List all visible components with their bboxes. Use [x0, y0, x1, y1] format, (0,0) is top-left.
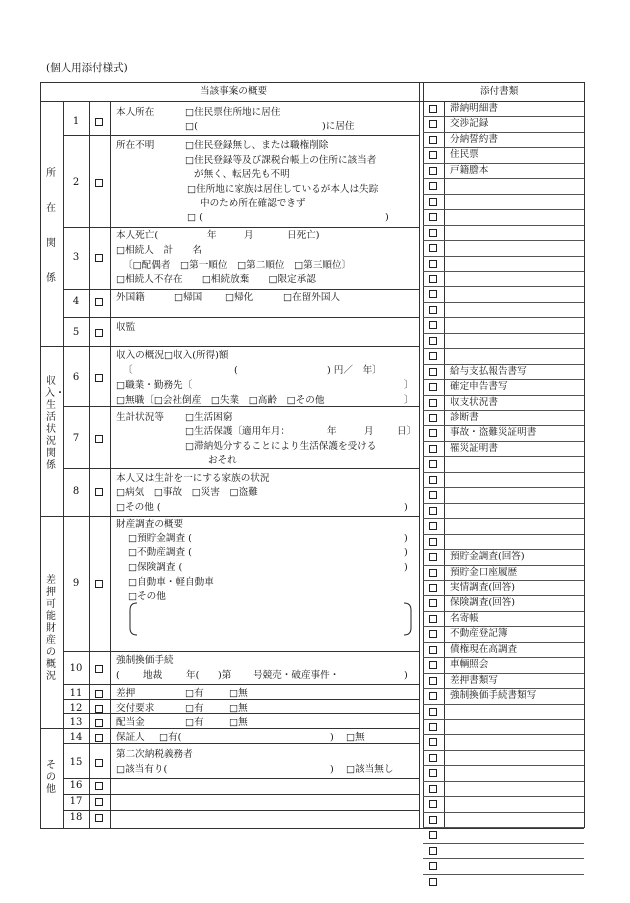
attachment-label: 強制換価手続書類写: [450, 690, 537, 702]
attachment-checkbox[interactable]: [429, 569, 437, 577]
row-number-11: 11: [69, 688, 83, 699]
r9-deposit: □預貯金調査 (: [128, 533, 192, 544]
row-checkbox-1[interactable]: [95, 118, 103, 126]
attachment-checkbox[interactable]: [429, 491, 437, 499]
r11-yes: □有: [185, 688, 204, 699]
r6-paren: (: [234, 365, 238, 376]
attachment-checkbox[interactable]: [429, 275, 437, 283]
attachment-separator: [423, 734, 584, 735]
attachment-checkbox[interactable]: [429, 538, 437, 546]
attachment-separator: [423, 750, 584, 751]
attachment-separator: [423, 410, 584, 411]
attachment-checkbox[interactable]: [429, 414, 437, 422]
r11-label: 差押: [116, 688, 136, 699]
section-sashiosae: 差押可能財産の概況: [46, 575, 56, 682]
r9-realestate: □不動産調査 (: [128, 547, 192, 558]
r7-label: 生計状況等: [116, 412, 164, 423]
attachment-separator: [423, 673, 584, 674]
attachment-checkbox[interactable]: [429, 244, 437, 252]
r14-yes-end: ): [330, 732, 334, 743]
attachment-checkbox[interactable]: [429, 337, 437, 345]
attachment-separator: [423, 240, 584, 241]
attachment-checkbox[interactable]: [429, 785, 437, 793]
attachment-separator: [423, 441, 584, 442]
row-number-17: 17: [69, 796, 83, 807]
attachment-label: 預貯金調査(回答): [450, 551, 525, 563]
r2-opt3: □住所地に家族は居住しているが本人は失踪: [187, 184, 379, 195]
section-shozai-3: 関: [46, 238, 56, 249]
attachment-separator: [423, 163, 584, 164]
r14-yes: □有(: [159, 732, 182, 743]
attachment-checkbox[interactable]: [429, 677, 437, 685]
row-checkbox-6[interactable]: [95, 374, 103, 382]
r10-court: 地裁: [143, 670, 163, 681]
attachment-checkbox[interactable]: [429, 738, 437, 746]
attachment-checkbox[interactable]: [429, 862, 437, 870]
r9-other: □その他: [128, 591, 166, 602]
attachment-separator: [423, 286, 584, 287]
row-separator: [63, 135, 419, 136]
r15-yes-end: ): [330, 764, 334, 775]
row-separator: [63, 227, 419, 228]
r8-other-end: ): [404, 502, 408, 513]
r4-label: 外国籍: [116, 292, 145, 303]
attachment-checkbox[interactable]: [429, 105, 437, 113]
attachment-checkbox[interactable]: [429, 476, 437, 484]
row-number-13: 13: [69, 717, 83, 728]
attachment-label: 確定申告書写: [450, 381, 508, 393]
row-checkbox-7[interactable]: [95, 435, 103, 443]
attachment-checkbox[interactable]: [429, 816, 437, 824]
r15-label: 第二次納税義務者: [116, 749, 193, 760]
attachment-separator: [423, 364, 584, 365]
row-checkbox-13[interactable]: [95, 719, 103, 727]
r3-year: 年: [207, 230, 217, 241]
attachment-separator: [423, 456, 584, 457]
attachment-checkbox[interactable]: [429, 584, 437, 592]
row-checkbox-12[interactable]: [95, 705, 103, 713]
r13-yes: □有: [185, 717, 204, 728]
attachment-separator: [423, 565, 584, 566]
row-number-4: 4: [72, 296, 80, 307]
r12-label: 交付要求: [116, 703, 155, 714]
r1-opt2: □(: [185, 121, 198, 132]
r7-year: 年: [327, 426, 337, 437]
r11-no: □無: [229, 688, 248, 699]
attachment-separator: [423, 704, 584, 705]
attachment-separator: [423, 178, 584, 179]
row-number-10: 10: [69, 663, 83, 674]
row-number-12: 12: [69, 703, 83, 714]
row-checkbox-8[interactable]: [95, 488, 103, 496]
attachment-checkbox[interactable]: [429, 136, 437, 144]
attachment-separator: [423, 611, 584, 612]
attachment-checkbox[interactable]: [429, 661, 437, 669]
attachment-separator: [423, 302, 584, 303]
attachment-checkbox[interactable]: [429, 831, 437, 839]
row-separator: [63, 651, 419, 652]
attachment-checkbox[interactable]: [429, 630, 437, 638]
attachment-separator: [423, 317, 584, 318]
r7-opt2: □生活保護〔適用年月：: [185, 426, 291, 437]
r9-deposit-end: ): [404, 533, 408, 544]
attachment-separator: [423, 487, 584, 488]
attachment-separator: [423, 874, 584, 875]
attachment-checkbox[interactable]: [429, 692, 437, 700]
attachment-checkbox[interactable]: [429, 120, 437, 128]
attachment-separator: [423, 719, 584, 720]
r1-label: 本人所在: [116, 107, 155, 118]
r14-no: □無: [346, 732, 365, 743]
r3-death: 本人死亡(: [116, 230, 159, 241]
r9-car: □自動車・軽自動車: [128, 577, 214, 588]
r10-end: ): [404, 670, 408, 681]
row-separator: [40, 516, 419, 517]
attachment-checkbox[interactable]: [429, 553, 437, 561]
attachment-separator: [423, 256, 584, 257]
r5-label: 収監: [116, 322, 136, 333]
attachment-separator: [423, 132, 584, 133]
row-checkbox-16[interactable]: [95, 782, 103, 790]
row-checkbox-2[interactable]: [95, 179, 103, 187]
attachment-separator: [423, 534, 584, 535]
row-number-14: 14: [69, 732, 83, 743]
r6-label: 収入の概況□収入(所得)額: [116, 350, 229, 361]
attachment-separator: [423, 116, 584, 117]
r12-no: □無: [229, 703, 248, 714]
attachment-separator: [423, 827, 584, 828]
r6-job: □職業・勤務先〔: [116, 380, 193, 391]
r3-day: 日死亡): [287, 230, 320, 241]
attachment-label: 交渉記録: [450, 118, 489, 130]
r1-opt2-end: )に居住: [322, 121, 355, 132]
r6-unemployed-end: 〕: [404, 395, 414, 406]
r7-opt3-b: おそれ: [208, 455, 237, 466]
attachment-separator: [423, 503, 584, 504]
attachment-checkbox[interactable]: [429, 847, 437, 855]
r9-insurance-end: ): [404, 562, 408, 573]
r2-opt2-b: が無く、転居先も不明: [194, 169, 290, 180]
attachment-checkbox[interactable]: [429, 507, 437, 515]
attachment-checkbox[interactable]: [429, 399, 437, 407]
attachment-label: 給与支払報告書写: [450, 365, 527, 377]
attachment-checkbox[interactable]: [429, 167, 437, 175]
r2-opt4: □ (: [187, 212, 203, 223]
attachment-label: 滞納明細書: [450, 103, 498, 114]
attachment-separator: [423, 194, 584, 195]
attachment-separator: [423, 549, 584, 550]
r10-paren: (: [116, 670, 120, 681]
row-checkbox-4[interactable]: [95, 298, 103, 306]
r8-other: □その他 (: [116, 502, 161, 513]
attachment-separator: [423, 225, 584, 226]
r1-opt1: □住民票住所地に居住: [185, 107, 281, 118]
attachment-checkbox[interactable]: [429, 321, 437, 329]
attachment-checkbox[interactable]: [429, 368, 437, 376]
attachment-separator: [423, 518, 584, 519]
attachment-checkbox[interactable]: [429, 708, 437, 716]
r3-heir-type: 〔□配偶者 □第一順位 □第二順位 □第三順位〕: [123, 260, 352, 271]
r7-opt3: □滞納処分することにより生活保護を受ける: [185, 441, 377, 452]
header-attachments: 添付書類: [480, 86, 519, 97]
r14-label: 保証人: [116, 732, 145, 743]
attachment-checkbox[interactable]: [429, 383, 437, 391]
r2-label: 所在不明: [116, 140, 155, 151]
row-checkbox-9[interactable]: [95, 580, 103, 588]
row-number-18: 18: [69, 812, 83, 823]
r3-heir-status: □相続人不存在 □相続放棄 □限定承認: [116, 274, 316, 285]
attachment-checkbox[interactable]: [429, 754, 437, 762]
r10-no: )第: [218, 670, 232, 681]
row-number-7: 7: [72, 433, 80, 444]
r4-opt1: □帰国: [174, 292, 203, 303]
r4-opt2: □帰化: [225, 292, 254, 303]
attachment-label: 預貯金口座履歴: [450, 566, 518, 578]
attachment-separator: [423, 765, 584, 766]
attachment-checkbox[interactable]: [429, 306, 437, 314]
attachment-label: 名寄帳: [450, 612, 479, 624]
attachment-separator: [423, 781, 584, 782]
r12-yes: □有: [185, 703, 204, 714]
attachment-label: 不動産登記簿: [450, 628, 508, 640]
attachment-checkbox[interactable]: [429, 800, 437, 808]
attachment-separator: [423, 796, 584, 797]
attachment-label: 住民票: [450, 149, 479, 161]
header-summary: 当該事案の概要: [200, 86, 268, 97]
row-checkbox-14[interactable]: [95, 734, 103, 742]
section-sonota: その他: [46, 760, 56, 795]
attachment-checkbox[interactable]: [429, 229, 437, 237]
attachment-separator: [423, 348, 584, 349]
row-number-2: 2: [72, 177, 80, 188]
attachment-checkbox[interactable]: [429, 352, 437, 360]
row-checkbox-17[interactable]: [95, 798, 103, 806]
r2-opt3-b: 中のため所在確認できず: [200, 198, 306, 209]
attachment-label: 罹災証明書: [450, 442, 498, 454]
attachment-checkbox[interactable]: [429, 260, 437, 268]
attachment-checkbox[interactable]: [429, 213, 437, 221]
r10-label: 強制換価手続: [116, 655, 174, 666]
r7-opt1: □生活困窮: [185, 412, 233, 423]
attachment-separator: [423, 858, 584, 859]
section-shunyu: 収入・生活状況関係: [45, 376, 65, 471]
r2-opt2: □住民登録等及び課税台帳上の住所に該当者: [185, 155, 377, 166]
attachment-checkbox[interactable]: [429, 615, 437, 623]
attachment-checkbox[interactable]: [429, 878, 437, 886]
r10-case: 号競売・破産事件・: [253, 670, 340, 681]
attachment-checkbox[interactable]: [429, 646, 437, 654]
row-separator: [63, 778, 419, 779]
section-shozai-1: 所: [46, 168, 56, 179]
attachment-separator: [423, 580, 584, 581]
attachment-separator: [423, 688, 584, 689]
r8-opts: □病気 □事故 □災害 □盗難: [116, 487, 258, 498]
attachment-separator: [423, 395, 584, 396]
attachment-separator: [423, 333, 584, 334]
row-separator: [63, 684, 419, 685]
attachment-checkbox[interactable]: [429, 198, 437, 206]
attachment-label: 実情調査(回答): [450, 581, 516, 593]
row-checkbox-10[interactable]: [95, 665, 103, 673]
r9-bracket: [128, 602, 418, 636]
r7-day: 日〕: [397, 426, 417, 437]
attachment-label: 戸籍謄本: [450, 164, 489, 176]
r2-opt4-end: ): [385, 212, 389, 223]
r6-job-end: 〕: [404, 380, 414, 391]
attachment-separator: [423, 843, 584, 844]
attachment-checkbox[interactable]: [429, 723, 437, 731]
row-separator: [63, 317, 419, 318]
row-separator: [40, 346, 419, 347]
form-title: (個人用添付様式): [46, 62, 128, 74]
r13-label: 配当金: [116, 717, 145, 728]
attachment-label: 保険調査(回答): [450, 597, 516, 609]
row-number-9: 9: [72, 578, 80, 589]
attachment-label: 収支状況書: [450, 396, 498, 408]
r9-label: 財産調査の概要: [116, 519, 184, 530]
attachment-separator: [423, 147, 584, 148]
r6-amount-unit: ) 円／ 年〕: [327, 365, 382, 376]
attachment-checkbox[interactable]: [429, 445, 437, 453]
row-separator: [63, 810, 419, 811]
attachment-label: 債権現在高調査: [450, 643, 518, 655]
r3-month: 月: [244, 230, 254, 241]
r7-month: 月: [364, 426, 374, 437]
attachment-separator: [423, 657, 584, 658]
section-shozai-2: 在: [46, 203, 56, 214]
attachment-checkbox[interactable]: [429, 769, 437, 777]
r15-no: □該当無し: [346, 764, 394, 775]
attachment-label: 分納誓約書: [450, 133, 498, 145]
row-separator: [63, 794, 419, 795]
attachment-separator: [423, 379, 584, 380]
attachment-label: 車輌照会: [450, 659, 489, 671]
row-checkbox-18[interactable]: [95, 814, 103, 822]
attachment-checkbox[interactable]: [429, 522, 437, 530]
attachment-separator: [423, 271, 584, 272]
row-number-8: 8: [72, 486, 80, 497]
row-checkbox-15[interactable]: [95, 759, 103, 767]
r9-insurance: □保険調査 (: [128, 562, 183, 573]
row-separator: [63, 289, 419, 290]
attachment-label: 差押書類写: [450, 674, 498, 686]
attachment-label: 事故・盗難災証明書: [450, 427, 537, 439]
attachment-checkbox[interactable]: [429, 182, 437, 190]
row-number-1: 1: [72, 116, 80, 127]
row-separator: [63, 468, 419, 469]
attachment-checkbox[interactable]: [429, 151, 437, 159]
row-number-6: 6: [72, 372, 80, 383]
r9-realestate-end: ): [404, 547, 408, 558]
attachment-checkbox[interactable]: [429, 460, 437, 468]
attachment-label: 診断書: [450, 412, 479, 423]
row-checkbox-5[interactable]: [95, 329, 103, 337]
attachment-checkbox[interactable]: [429, 429, 437, 437]
r3-heirs: □相続人 計 名: [116, 245, 202, 256]
attachment-checkbox[interactable]: [429, 290, 437, 298]
row-number-5: 5: [72, 327, 80, 338]
r6-unemployed: □無職〔□会社倒産 □失業 □高齢 □その他: [116, 395, 325, 406]
attachment-separator: [423, 209, 584, 210]
r2-opt1: □住民登録無し、または職権削除: [185, 140, 329, 151]
attachment-separator: [423, 472, 584, 473]
row-number-16: 16: [69, 780, 83, 791]
r6-bracket: 〔: [123, 365, 133, 376]
attachment-checkbox[interactable]: [429, 599, 437, 607]
r13-no: □無: [229, 717, 248, 728]
attachment-separator: [423, 812, 584, 813]
row-number-15: 15: [69, 757, 83, 768]
attachment-separator: [423, 642, 584, 643]
row-checkbox-11[interactable]: [95, 690, 103, 698]
row-checkbox-3[interactable]: [95, 254, 103, 262]
r4-opt3: □在留外国人: [283, 292, 341, 303]
r10-year: 年(: [186, 670, 200, 681]
r8-label: 本人又は生計を一にする家族の状況: [116, 473, 270, 484]
r15-yes: □該当有り(: [116, 764, 168, 775]
row-number-3: 3: [72, 252, 80, 263]
section-shozai-4: 係: [46, 273, 56, 284]
